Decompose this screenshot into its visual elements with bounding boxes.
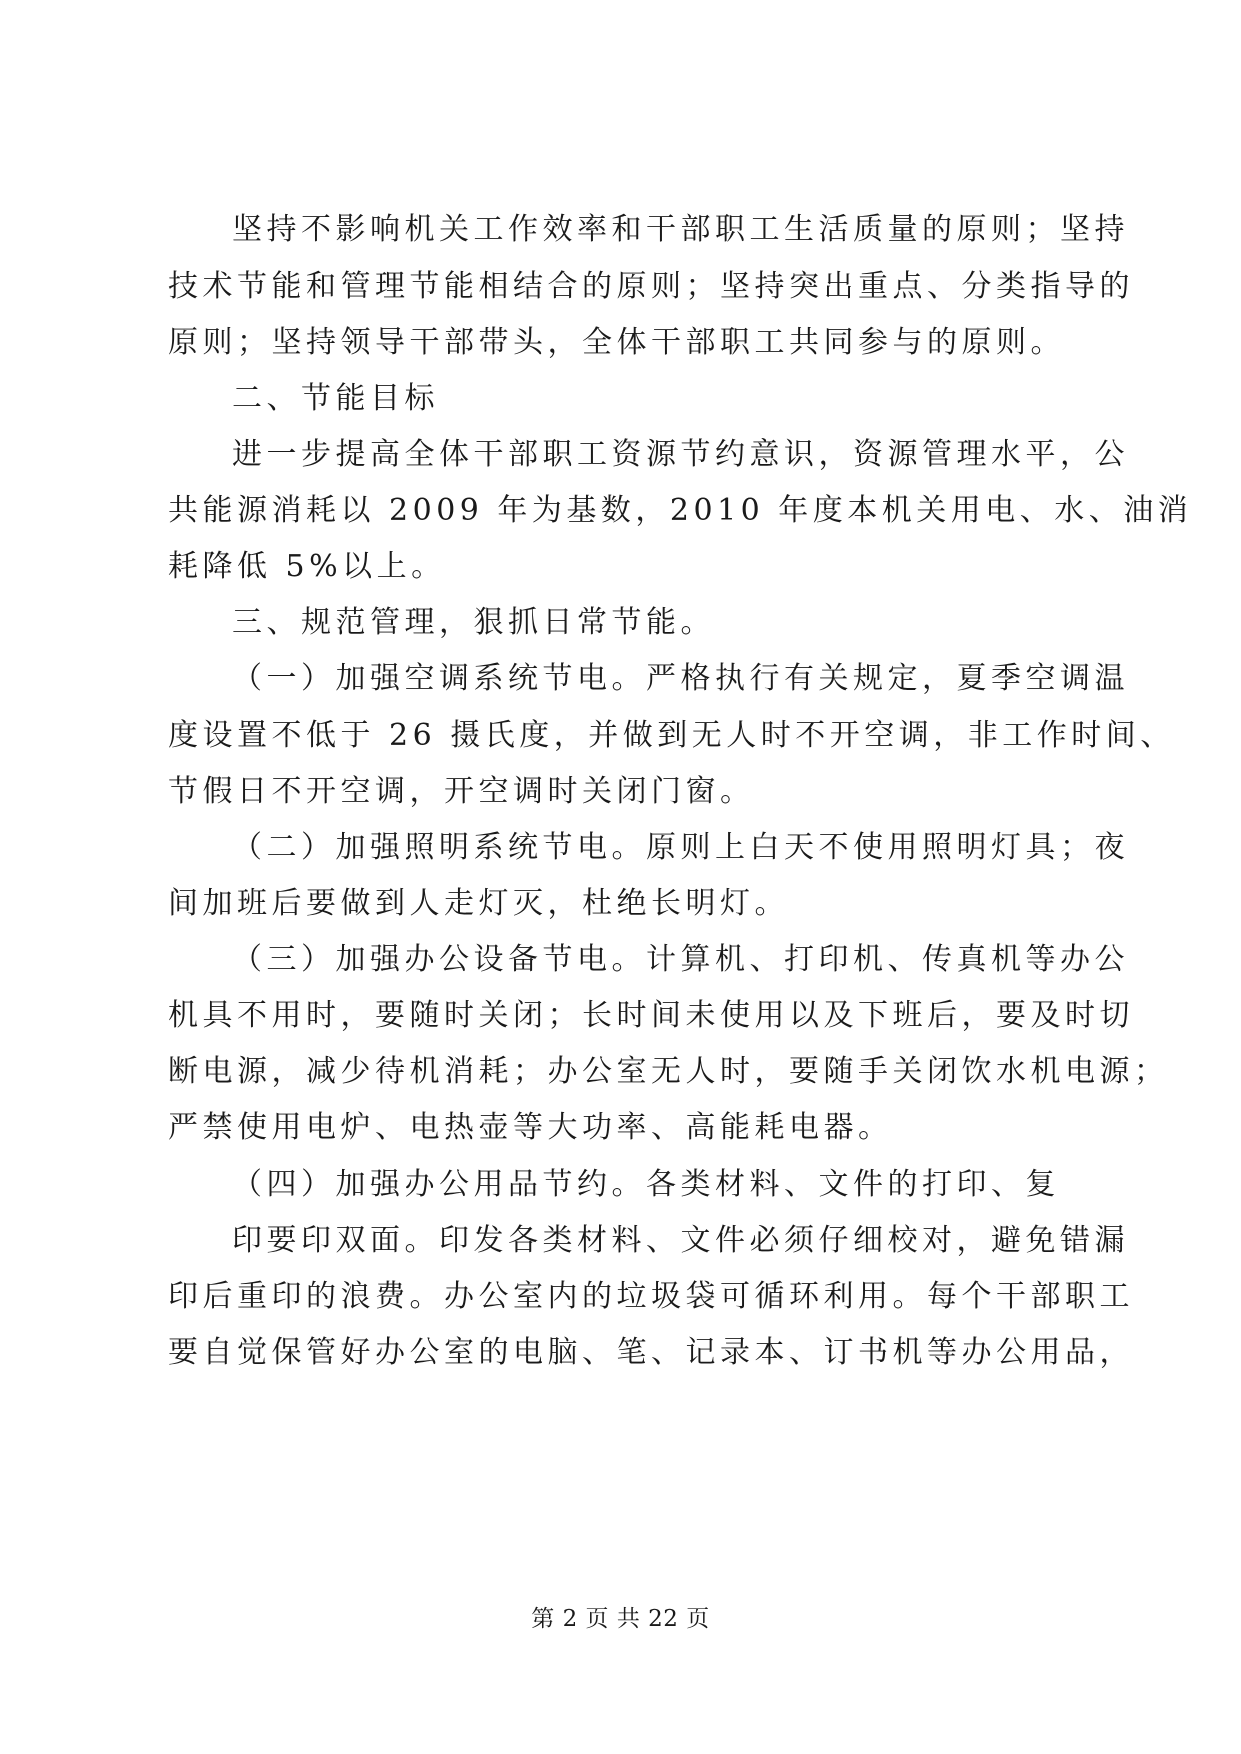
paragraph-line: 进一步提高全体干部职工资源节约意识，资源管理水平，公 bbox=[232, 437, 1129, 472]
paragraph-line: 印后重印的浪费。办公室内的垃圾袋可循环利用。每个干部职工 bbox=[168, 1279, 1134, 1314]
paragraph-line: 原则；坚持领导干部带头，全体干部职工共同参与的原则。 bbox=[168, 325, 1065, 360]
paragraph-line: 间加班后要做到人走灯灭，杜绝长明灯。 bbox=[168, 886, 789, 921]
paragraph-line: 严禁使用电炉、电热壶等大功率、高能耗电器。 bbox=[168, 1110, 893, 1145]
paragraph-line: （一）加强空调系统节电。严格执行有关规定，夏季空调温 bbox=[232, 661, 1129, 696]
paragraph-line: 要自觉保管好办公室的电脑、笔、记录本、订书机等办公用品， bbox=[168, 1335, 1134, 1370]
page-number-footer: 第 2 页 共 22 页 bbox=[531, 1606, 710, 1632]
section-heading: 三、规范管理，狠抓日常节能。 bbox=[232, 605, 715, 640]
paragraph-line: 节假日不开空调，开空调时关闭门窗。 bbox=[168, 774, 755, 809]
paragraph-line: 印要印双面。印发各类材料、文件必须仔细校对，避免错漏 bbox=[232, 1223, 1129, 1258]
paragraph-line: 技术节能和管理节能相结合的原则；坚持突出重点、分类指导的 bbox=[168, 269, 1134, 304]
paragraph-line: （二）加强照明系统节电。原则上白天不使用照明灯具；夜 bbox=[232, 830, 1129, 865]
paragraph-line: （三）加强办公设备节电。计算机、打印机、传真机等办公 bbox=[232, 942, 1129, 977]
paragraph-line: 耗降低 5%以上。 bbox=[168, 549, 446, 584]
paragraph-line: 共能源消耗以 2009 年为基数，2010 年度本机关用电、水、油消 bbox=[168, 493, 1193, 528]
paragraph-line: （四）加强办公用品节约。各类材料、文件的打印、复 bbox=[232, 1167, 1060, 1202]
paragraph-line: 断电源，减少待机消耗；办公室无人时，要随手关闭饮水机电源； bbox=[168, 1054, 1169, 1089]
paragraph-line: 坚持不影响机关工作效率和干部职工生活质量的原则；坚持 bbox=[232, 212, 1129, 247]
paragraph-line: 度设置不低于 26 摄氏度，并做到无人时不开空调，非工作时间、 bbox=[168, 718, 1175, 753]
section-heading: 二、节能目标 bbox=[232, 381, 439, 416]
paragraph-line: 机具不用时，要随时关闭；长时间未使用以及下班后，要及时切 bbox=[168, 998, 1134, 1033]
